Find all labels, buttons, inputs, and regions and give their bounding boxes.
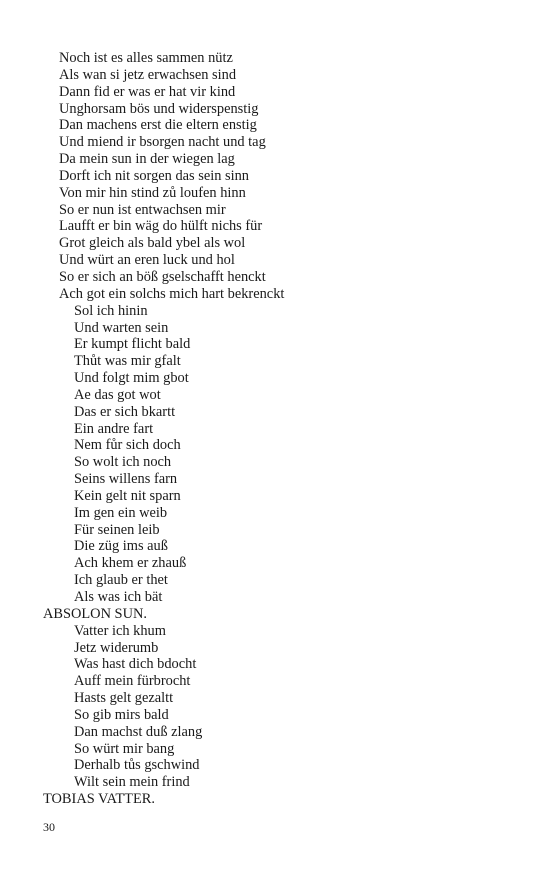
verse-line: Was hast dich bdocht	[74, 656, 197, 673]
verse-line: Für seinen leib	[74, 521, 160, 538]
verse-line: Ach khem er zhauß	[74, 555, 187, 572]
verse-line: Wilt sein mein frind	[74, 774, 190, 791]
verse-line: So er sich an böß gselschafft henckt	[59, 268, 266, 285]
speaker-heading: ABSOLON SUN.	[43, 605, 147, 622]
verse-line: Er kumpt flicht bald	[74, 336, 191, 353]
page-number: 30	[43, 820, 55, 834]
verse-line: Derhalb tůs gschwind	[74, 757, 200, 774]
verse-line: Sol ich hinin	[74, 302, 148, 319]
verse-line: Kein gelt nit sparn	[74, 487, 181, 504]
verse-line: Ach got ein solchs mich hart bekrenckt	[59, 285, 285, 302]
verse-line: Seins willens farn	[74, 471, 178, 488]
verse-line: Noch ist es alles sammen nütz	[59, 50, 233, 66]
verse-line: Die züg ims auß	[74, 538, 168, 555]
verse-line: So gib mirs bald	[74, 706, 169, 723]
verse-line: So er nun ist entwachsen mir	[59, 201, 226, 218]
verse-line: Als was ich bät	[74, 589, 163, 605]
verse-line: Thůt was mir gfalt	[74, 353, 181, 370]
verse-line: Ich glaub er thet	[74, 572, 168, 589]
verse-line: Grot gleich als bald ybel als wol	[59, 235, 246, 252]
verse-line: So wolt ich noch	[74, 454, 172, 471]
verse-line: Dan machst duß zlang	[74, 723, 203, 740]
verse-line: Dorft ich nit sorgen das sein sinn	[59, 167, 249, 184]
verse-line: Nem fůr sich doch	[74, 437, 181, 454]
verse-line: Laufft er bin wäg do hülft nichs für	[59, 218, 263, 235]
verse-line: Und folgt mim gbot	[74, 370, 189, 387]
verse-text	[43, 50, 530, 808]
verse-line: Das er sich bkartt	[74, 403, 176, 420]
verse-line: Im gen ein weib	[74, 504, 168, 521]
verse-line: So würt mir bang	[74, 740, 175, 757]
verse-line: Hasts gelt gezaltt	[74, 690, 174, 707]
verse-line: Vatter ich khum	[74, 622, 166, 639]
verse-line: Und warten sein	[74, 319, 169, 336]
verse-line: Und miend ir bsorgen nacht und tag	[59, 134, 266, 151]
verse-line: Ae das got wot	[74, 386, 161, 403]
verse-line: Und würt an eren luck und hol	[59, 252, 235, 269]
verse-line: Ein andre fart	[74, 420, 154, 437]
verse-line: Jetz widerumb	[74, 639, 159, 656]
speaker-heading: TOBIAS VATTER.	[43, 791, 155, 808]
verse-line: Unghorsam bös und widerspenstig	[59, 100, 259, 117]
verse-line: Von mir hin stind zů loufen hinn	[59, 184, 246, 201]
verse-line: Dan machens erst die eltern enstig	[59, 117, 257, 134]
verse-line: Auff mein fürbrocht	[74, 673, 191, 690]
verse-line: Als wan si jetz erwachsen sind	[59, 66, 237, 83]
verse-line: Da mein sun in der wiegen lag	[59, 151, 235, 168]
verse-line: Dann fid er was er hat vir kind	[59, 83, 236, 100]
